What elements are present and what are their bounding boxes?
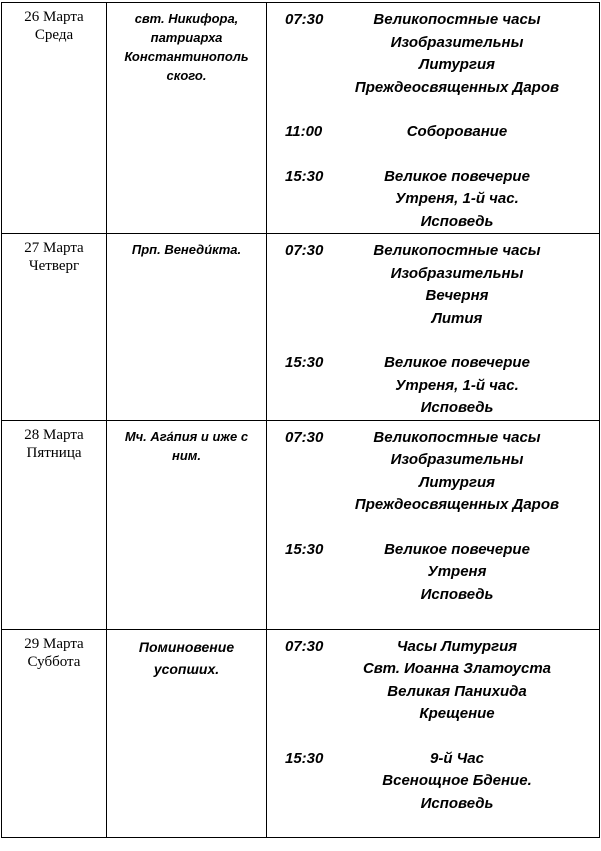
service-name: Великое повечерие	[384, 354, 530, 371]
day-weekday: Суббота	[27, 653, 81, 670]
table-row	[2, 420, 600, 629]
service-name: Преждеосвященных Даров	[354, 496, 560, 513]
services-cell	[267, 629, 600, 837]
day-weekday: Пятница	[26, 444, 82, 461]
service-name: Исповедь	[420, 585, 494, 603]
service-name: Крещение	[419, 705, 495, 722]
schedule-table	[1, 2, 600, 838]
services-cell	[267, 420, 600, 629]
service-name: Исповедь	[420, 794, 494, 812]
day-date: 28 Марта	[24, 426, 84, 443]
saint-line: Поминовение	[138, 638, 235, 655]
service-list	[337, 539, 599, 607]
service-time: 15:30	[285, 540, 324, 558]
saint-cell	[107, 234, 267, 421]
day-date: 27 Марта	[24, 240, 84, 256]
table-row	[2, 234, 600, 421]
service-list	[337, 427, 599, 517]
service-list	[337, 748, 599, 816]
service-name: Великое повечерие	[384, 167, 530, 185]
service-entry	[267, 352, 599, 420]
service-list	[337, 166, 599, 234]
service-entry	[267, 427, 599, 517]
saint-line: Мч. Ага́пия и иже с	[124, 428, 249, 444]
service-name: Исповедь	[420, 399, 494, 416]
service-entry	[267, 166, 599, 234]
saint-cell	[107, 3, 267, 234]
service-name: Изобразительны	[390, 264, 524, 282]
saint-line: Прп. Венеди́кта.	[131, 242, 242, 257]
service-name: Исповедь	[420, 212, 494, 230]
saint-line: ского.	[166, 68, 207, 83]
services-cell	[267, 234, 600, 421]
day-date: 29 Марта	[24, 635, 84, 652]
service-entry	[267, 240, 599, 330]
service-time: 15:30	[285, 749, 324, 767]
day-cell	[2, 234, 107, 421]
service-name: Литургия	[419, 56, 495, 73]
saint-line: усопших.	[153, 660, 220, 677]
service-name: Преждеосвященных Даров	[354, 78, 560, 96]
service-list	[337, 636, 599, 726]
table-row	[2, 629, 600, 837]
service-entry	[267, 636, 599, 726]
service-time: 15:30	[285, 167, 324, 185]
service-name: Литургия	[419, 473, 495, 491]
service-name: Соборование	[406, 123, 508, 140]
services-cell	[267, 3, 600, 234]
service-list	[337, 352, 599, 420]
day-weekday: Среда	[34, 27, 74, 43]
service-entry	[267, 539, 599, 607]
service-list	[337, 240, 599, 330]
service-time: 15:30	[285, 354, 324, 371]
service-time: 07:30	[285, 242, 324, 259]
service-name: Изобразительны	[390, 33, 524, 51]
day-weekday: Четверг	[28, 258, 80, 274]
day-cell	[2, 3, 107, 234]
service-name: Утреня, 1-й час.	[395, 376, 519, 394]
service-name: Великопостные часы	[373, 11, 541, 28]
day-date: 26 Марта	[24, 9, 84, 25]
service-name: Часы Литургия	[396, 637, 518, 655]
table-row	[2, 3, 600, 234]
service-list	[337, 9, 599, 99]
service-name: Великопостные часы	[373, 242, 541, 259]
service-name: Лития	[431, 309, 483, 327]
service-entry	[267, 9, 599, 99]
service-name: Великая Панихида	[387, 682, 527, 700]
service-time: 07:30	[285, 11, 324, 28]
service-name: Всенощное Бдение.	[382, 772, 532, 789]
service-name: Вечерня	[425, 287, 489, 304]
service-entry	[267, 748, 599, 816]
day-cell	[2, 420, 107, 629]
saint-line: Константинополь	[124, 49, 249, 64]
service-entry	[267, 121, 599, 144]
service-name: Утреня, 1-й час.	[395, 190, 519, 207]
service-name: Свт. Иоанна Златоуста	[362, 660, 552, 677]
service-time: 07:30	[285, 637, 324, 655]
saint-cell	[107, 420, 267, 629]
service-name: Изобразительны	[390, 451, 524, 468]
service-name: Великопостные часы	[373, 428, 541, 446]
service-name: 9-й Час	[430, 749, 484, 767]
service-name: Великое повечерие	[384, 540, 530, 558]
service-name: Утреня	[427, 563, 487, 580]
saint-line: свт. Никифора,	[134, 11, 239, 26]
saint-line: патриарха	[150, 30, 223, 45]
saint-cell	[107, 629, 267, 837]
service-time: 11:00	[285, 123, 323, 140]
saint-line: ним.	[171, 447, 202, 463]
service-list	[337, 121, 599, 144]
day-cell	[2, 629, 107, 837]
service-time: 07:30	[285, 428, 324, 446]
